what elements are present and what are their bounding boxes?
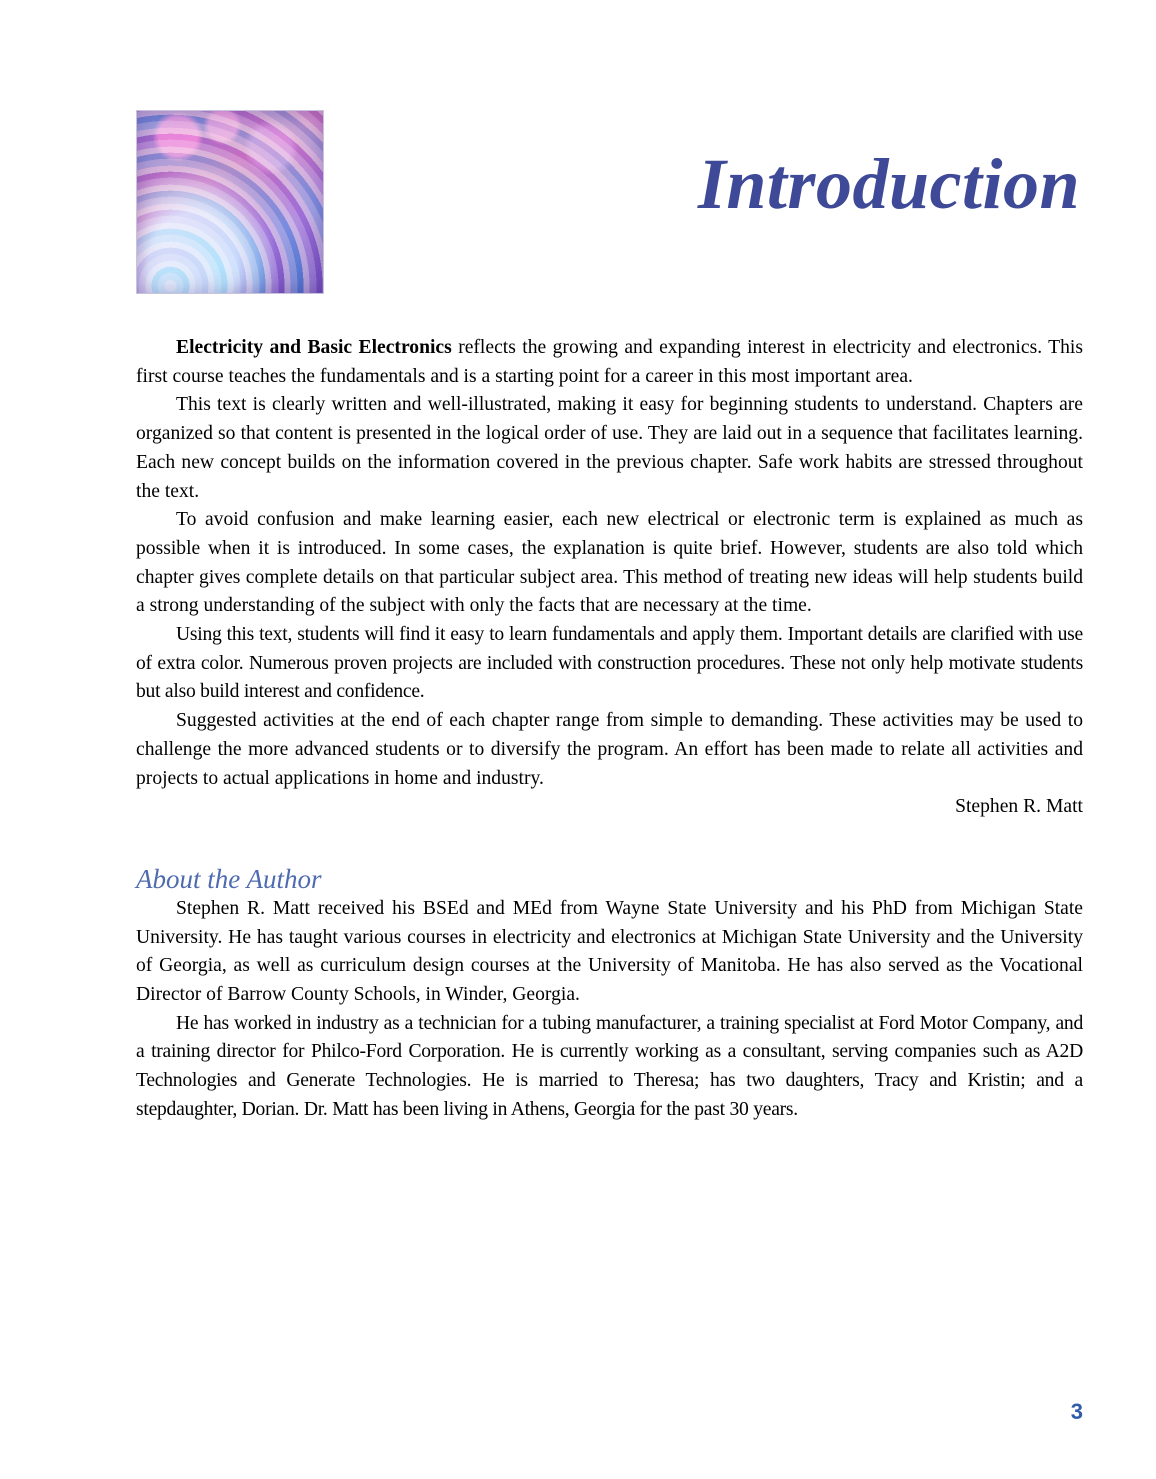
book-title-bold: Electricity and Basic Electronics [176,337,452,358]
section-heading-about-the-author: About the Author [136,863,322,894]
paragraph-3: To avoid confusion and make learning easier, each new electrical or electronic term is explained as much as possible when it is introduced. In some cases, the explanation is quite brief. However, students are also told which chapter gives complete details on that particular subject area. This method of treating new ideas will help students build a strong understanding of the subject with only the facts that are necessary at the time. [136,509,1083,617]
paragraph-1 [136,334,1083,391]
page-header [136,110,1080,295]
page-number: 3 [1070,1399,1083,1424]
paragraph-2: This text is clearly written and well-illustrated, making it easy for beginning students to understand. Chapters are organized so that content is presented in the logical order of use. They are laid out in a sequence that facilitates learning. Each new concept builds on the information covered in the previous chapter. Safe work habits are stressed throughout the text. [136,394,1083,502]
about-paragraph-2: He has worked in industry as a technician for a tubing manufacturer, a training specialist at Ford Motor Company, and a training director for Philco-Ford Corporation. He is currently working as a consultant, serving companies such as A2D Technologies and Generate Technologies. He is married to Theresa; has two daughters, Tracy and Kristin; and a stepdaughter, Dorian. Dr. Matt has been living in Athens, Georgia for the past 30 years. [136,1012,1083,1120]
body-column [136,334,1083,1125]
paragraph-5: Suggested activities at the end of each chapter range from simple to demanding. These activities may be used to challenge the more advanced students or to diversify the program. An effort has been made to relate all activities and projects to actual applications in home and industry. [136,710,1083,789]
abstract-marbled-artwork-icon [136,110,324,294]
paragraph-4: Using this text, students will find it easy to learn fundamentals and apply them. Important details are clarified with use of extra color. Numerous proven projects are included with construction procedures. These not only help motivate students but also build interest and confidence. [136,624,1083,703]
about-paragraph-1: Stephen R. Matt received his BSEd and MEd from Wayne State University and his PhD from Michigan State University. He has taught various courses in electricity and electronics at Michigan State University and the University of Georgia, as well as curriculum design courses at the University of Manitoba. He has also served as the Vocational Director of Barrow County Schools, in Winder, Georgia. [136,897,1083,1006]
paragraph-1-text: reflects the growing and expanding interest in electricity and electronics. This first course teaches the fundamentals and is a starting point for a career in this most important area. [136,337,1083,387]
page-title: Introduction [697,144,1080,224]
author-signature: Stephen R. Matt [955,796,1083,818]
